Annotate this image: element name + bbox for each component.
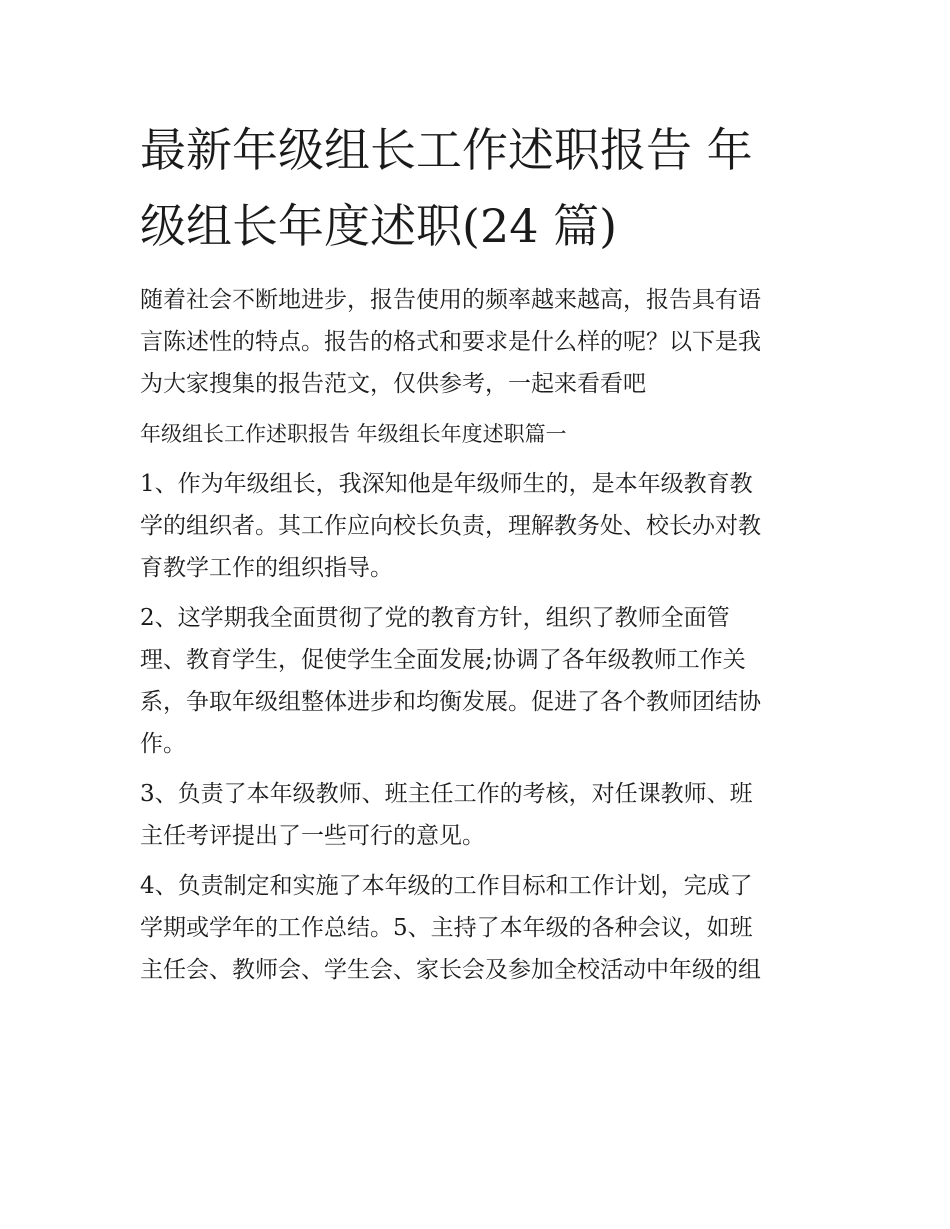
text-line: 年级组长工作述职报告 年级组长年度述职篇一 [140,422,567,446]
text-line: 系，争取年级组整体进步和均衡发展。促进了各个教师团结协 [140,689,761,715]
item-paragraph-1 [140,463,820,589]
text-line: 作。 [140,731,186,757]
text-line: 主任会、教师会、学生会、家长会及参加全校活动中年级的组 [140,957,761,983]
text-line: 1、作为年级组长，我深知他是年级师生的，是本年级教育教 [140,471,753,497]
text-line: 理、教育学生，促使学生全面发展;协调了各年级教师工作关 [140,647,746,673]
text-line: 3、负责了本年级教师、班主任工作的考核，对任课教师、班 [140,781,753,807]
item-paragraph-4 [140,865,820,991]
text-line: 随着社会不断地进步，报告使用的频率越来越高，报告具有语 [140,287,761,313]
text-line: 为大家搜集的报告范文，仅供参考，一起来看看吧 [140,371,646,397]
section-heading [140,413,820,455]
title-line: 最新年级组长工作述职报告 年 [140,123,753,177]
title-line: 级组长年度述职(24 篇) [140,199,618,253]
text-line: 育教学工作的组织指导。 [140,555,393,581]
intro-paragraph [140,279,820,405]
item-paragraph-2 [140,597,820,765]
document-body [140,279,820,999]
text-line: 学的组织者。其工作应向校长负责，理解教务处、校长办对教 [140,513,761,539]
text-line: 主任考评提出了一些可行的意见。 [140,823,485,849]
document-title [140,112,820,264]
text-line: 4、负责制定和实施了本年级的工作目标和工作计划，完成了 [140,873,753,899]
text-line: 学期或学年的工作总结。5、主持了本年级的各种会议，如班 [140,915,753,941]
text-line: 2、这学期我全面贯彻了党的教育方针，组织了教师全面管 [140,605,730,631]
item-paragraph-3 [140,773,820,857]
text-line: 言陈述性的特点。报告的格式和要求是什么样的呢？以下是我 [140,329,761,355]
